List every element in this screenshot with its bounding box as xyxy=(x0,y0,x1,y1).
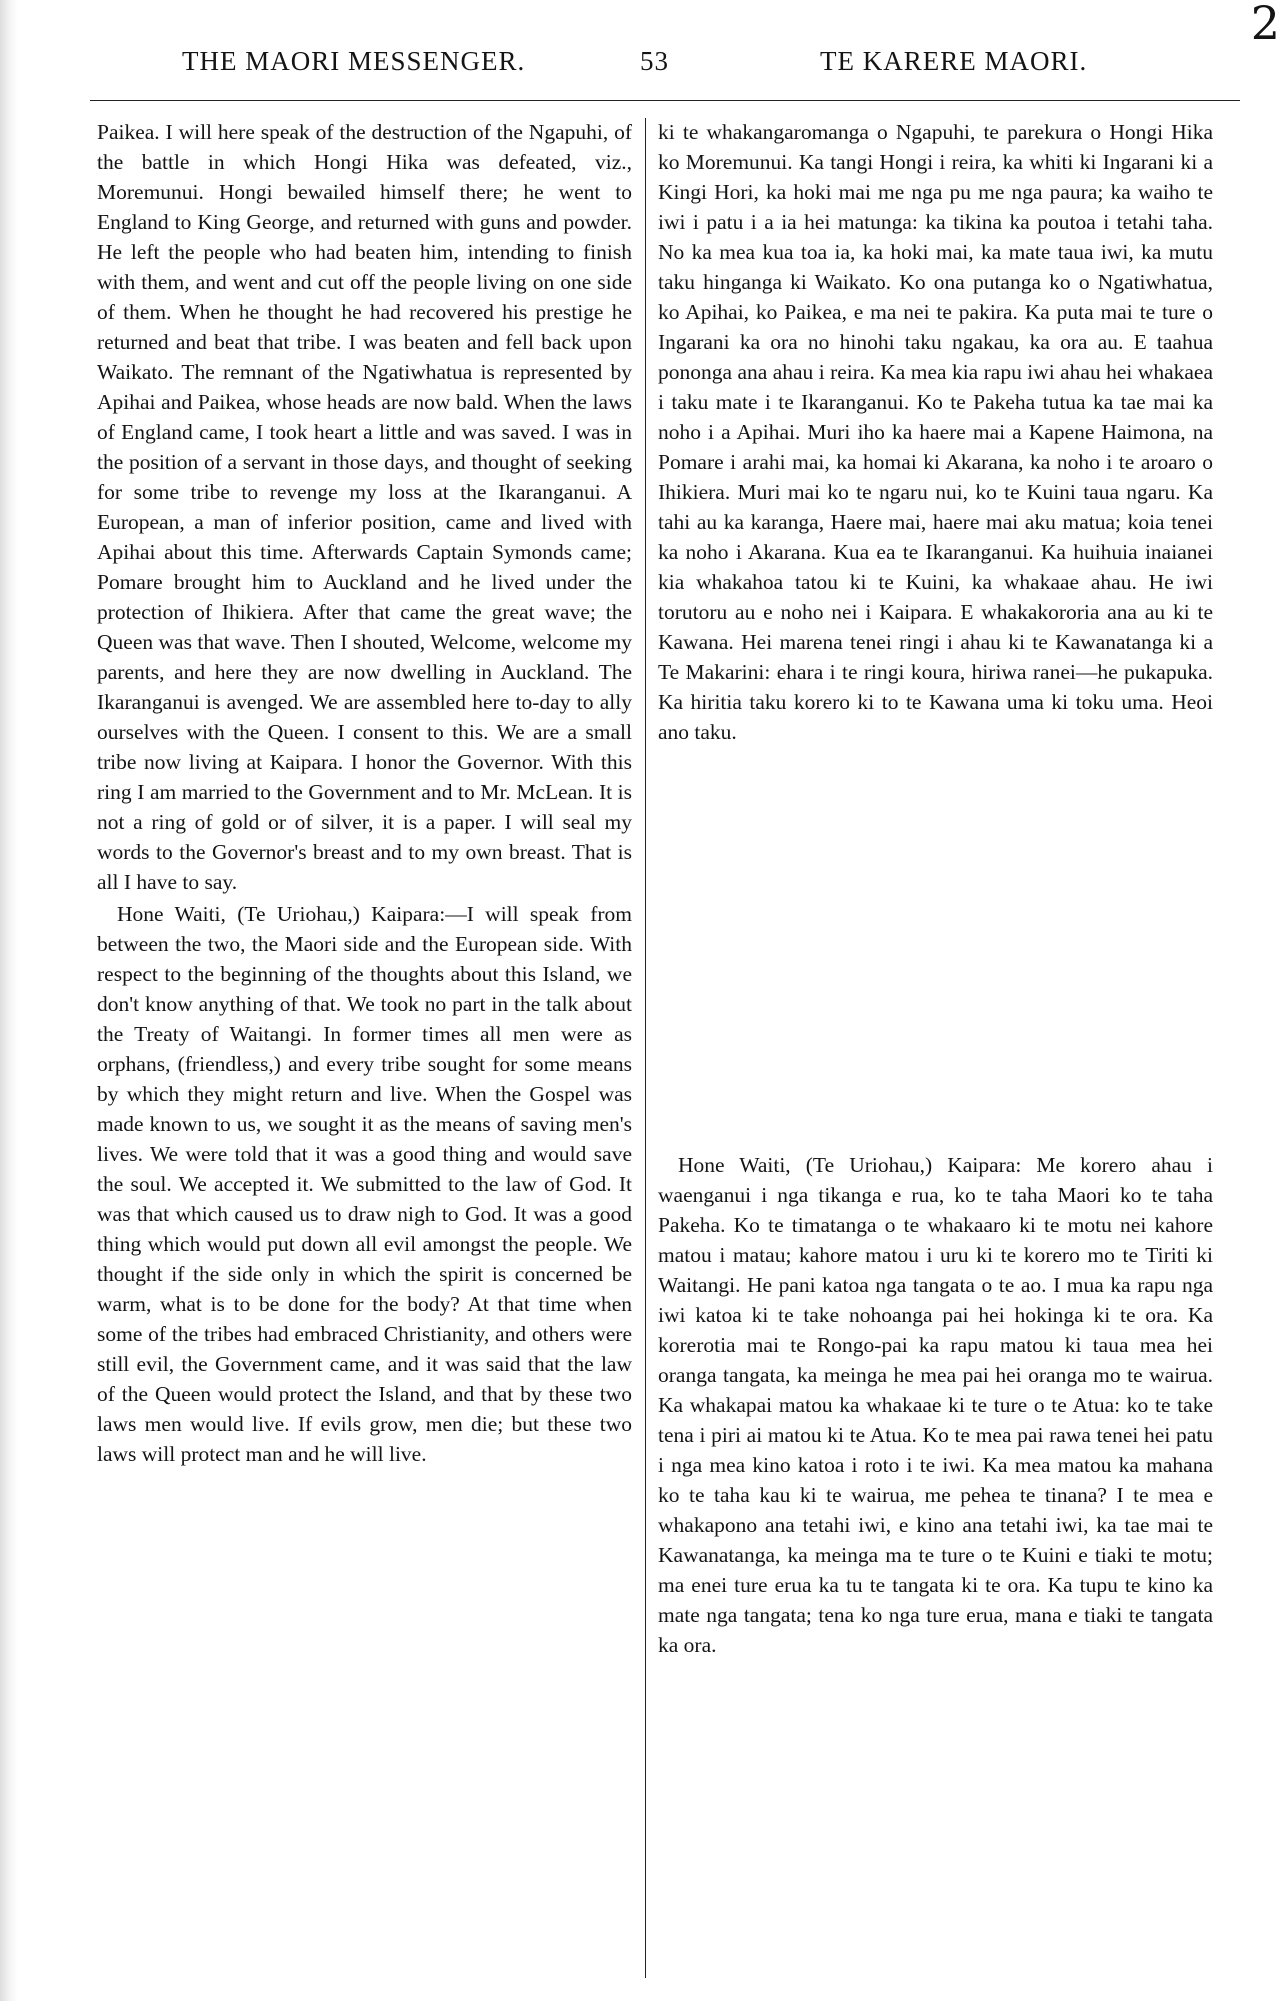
english-paragraph-paikea: Paikea. I will here speak of the destruction of the Ngapuhi, of the battle in which Hongi Hika was defeated, viz., Moremunui. Hongi bewailed himself there; he went to England to King George, and returned with guns and powder. He left the people who had beaten him, intending to finish with them, and went and cut off the people living on one side of them. When he thought he had recovered his prestige he returned and beat that tribe. I was beaten and fell back upon Waikato. The remnant of the Ngatiwhatua is represented by Apihai and Paikea, whose heads are now bald. When the laws of England came, I took heart a little and was saved. I was in the position of a servant in those days, and thought of seeking for some tribe to revenge my loss at the Ikaranganui. A European, a man of inferior position, came and lived with Apihai about this time. Afterwards Captain Symonds came; Pomare brought him to Auckland and he lived under the protection of Ihikiera. After that came the great wave; the Queen was that wave. Then I shouted, Welcome, welcome my parents, and here they are now dwelling in Auckland. The Ikaranganui is avenged. We are assembled here to-day to ally ourselves with the Queen. I consent to this. We are a small tribe now living at Kaipara. I honor the Governor. With this ring I am married to the Government and to Mr. McLean. It is not a ring of gold or of silver, it is a paper. I will seal my words to the Governor's breast and to my own breast. That is all I have to say. xyxy=(97,120,632,894)
english-column xyxy=(97,117,632,1469)
english-paragraph-hone-waiti: Hone Waiti, (Te Uriohau,) Kaipara:—I will speak from between the two, the Maori side and the European side. With respect to the beginning of the thoughts about this Island, we don't know anything of that. We took no part in the talk about the Treaty of Waitangi. In former times all men were as orphans, (friendless,) and every tribe sought for some means by which they might return and live. When the Gospel was made known to us, we sought it as the means of saving men's lives. We were told that it was a good thing and would save the soul. We accepted it. We submitted to the law of God. It was that which caused us to draw nigh to God. It was a good thing which would put down all evil amongst the people. We thought if the side only in which the spirit is concerned be warm, what is to be done for the body? At that time when some of the tribes had embraced Christianity, and others were still evil, the Government came, and it was said that the law of the Queen would protect the Island, and that by these two laws men would live. If evils grow, men die; but these two laws will protect man and he will live. xyxy=(97,902,632,1466)
maori-paragraph-hone-waiti: Hone Waiti, (Te Uriohau,) Kaipara: Me korero ahau i waenganui i nga tikanga e rua, ko te taha Maori ko te taha Pakeha. Ko te timatanga o te whakaaro ki te motu nei kahore matou i matau; kahore matou i uru ki te korero mo te Tiriti ki Waitangi. He pani katoa nga tangata o te ao. I mua ka rapu nga iwi katoa ki te take nohoanga pai hei hokinga ki te ora. Ka korerotia mai te Rongo-pai ka rapu matou ki taua mea hei oranga tangata, ka meinga he mea pai hei oranga mo te wairua. Ka whakapai matou ka whakaae ki te ture o te Atua: ko te take tena i piri ai matou ki te Atua. Ko te mea pai rawa tenei hei patu i nga mea kino katoa i roto i te iwi. Ka mea matou ka mahana ko te taha kau ki te wairua, me pehea te tinana? I te mea e whakapono ana tetahi iwi, e kino ana tetahi iwi, ka tae mai te Kawanatanga, ka meinga ma te ture o te Kuini e tiaki te motu; ma enei ture erua ka tu te tangata ki te ora. Ka tupu te kino ka mate nga tangata; tena ko nga ture erua, mana e tiaki te tangata ka ora. xyxy=(658,1153,1213,1657)
page-edge-shadow xyxy=(0,0,18,2001)
header-english-title: THE MAORI MESSENGER. xyxy=(182,46,526,76)
maori-paragraph-paikea: ki te whakangaromanga o Ngapuhi, te parekura o Hongi Hika ko Moremunui. Ka tangi Hongi i reira, ka whiti ki Ingarani ki a Kingi Hori, ka hoki mai me nga pu me nga paura; ka waiho te iwi i patu i a ia hei matunga: ka tikina ka poutoa i tetahi taha. No ka mea kua toa ia, ka hoki mai, ka mate taua iwi, ka mutu taku hinganga ki Waikato. Ko ona putanga ko o Ngatiwhatua, ko Apihai, ko Paikea, e ma nei te pakira. Ka puta mai te ture o Ingarani ka ora no hinohi taku ngakau, ka ora au. E taahua pononga ana ahau i reira. Ka mea kia rapu iwi ahau hei whakaea i taku mate i te Ikaranganui. Ko te Pakeha tutua ka tae mai ka noho i a Apihai. Muri iho ka haere mai a Kapene Haimona, na Pomare i arahi mai, ka homai ki Akarana, ka noho i te aroaro o Ihikiera. Muri mai ko te ngaru nui, ko te Kuini taua ngaru. Ka tahi au ka karanga, Haere mai, haere mai aku matua; koia tenei ka noho i Akarana. Kua ea te Ikaranganui. Ka huihuia inaianei kia whakahoa tatou ki te Kuini, ka whakaae ahau. He iwi torutoru au e noho nei i Kaipara. E whakakororia ana au ki te Kawana. Hei marena tenei ringi i ahau ki te Kawanatanga ki a Te Makarini: ehara i te ringi koura, hiriwa ranei—he pukapuka. Ka hiritia taku korero ki to te Kawana uma ki toku uma. Heoi ano taku. xyxy=(658,120,1213,744)
maori-column-lower xyxy=(658,1150,1213,1660)
header-rule xyxy=(90,100,1240,101)
running-header xyxy=(160,46,1240,86)
column-divider xyxy=(645,118,646,1978)
corner-page-mark: 2 xyxy=(1250,0,1280,50)
header-page-number: 53 xyxy=(640,46,669,76)
maori-column-upper xyxy=(658,117,1213,747)
header-maori-title: TE KARERE MAORI. xyxy=(820,46,1088,76)
